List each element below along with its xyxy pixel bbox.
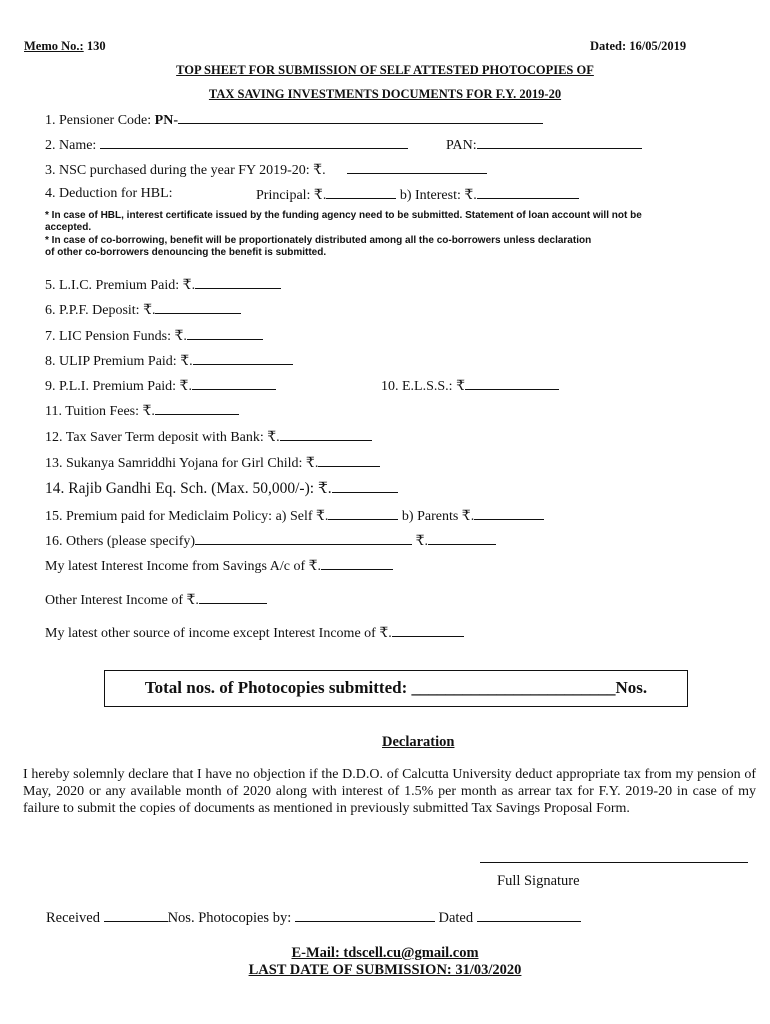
field-pensioner-code[interactable]: 1. Pensioner Code: PN- [45, 111, 543, 129]
memo-date: Dated: 16/05/2019 [590, 39, 687, 53]
field-nsc[interactable]: 3. NSC purchased during the year FY 2019-20: ₹. [45, 161, 487, 179]
signature-label: Full Signature [497, 873, 580, 889]
field-others[interactable]: 16. Others (please specify) ₹. [45, 532, 496, 550]
field-hbl-principal[interactable]: Principal: ₹. b) Interest: ₹. [256, 186, 579, 204]
page-title-line-2: TAX SAVING INVESTMENTS DOCUMENTS FOR F.Y. 2019-20 [208, 87, 562, 101]
field-sukanya[interactable]: 13. Sukanya Samriddhi Yojana for Girl Child: ₹. [45, 454, 380, 472]
page-title-line-1: TOP SHEET FOR SUBMISSION OF SELF ATTESTED PHOTOCOPIES OF [176, 63, 594, 77]
field-other-source[interactable]: My latest other source of income except Interest Income of ₹. [45, 624, 464, 642]
memo-number: Memo No.: 130 [24, 39, 106, 53]
footer-email[interactable]: E-Mail: tdscell.cu@gmail.com [291, 945, 479, 961]
footer-last-date: LAST DATE OF SUBMISSION: 31/03/2020 [248, 962, 522, 978]
field-pli[interactable]: 9. P.L.I. Premium Paid: ₹. [45, 377, 276, 395]
declaration-text: I hereby solemnly declare that I have no objection if the D.D.O. of Calcutta University deduct appropriate tax from my pension of May, 2020 or any available month of 2020 along with interest of 1.5% per month as arrear tax for F.Y. 2019-20 in case of my failure to submit the copies of documents as mentioned in previously submitted Tax Savings Proposal Form. [23, 767, 756, 816]
note-hbl-line-1: * In case of HBL, interest certificate issued by the funding agency need to be submitted. Statement of loan account will not be [45, 210, 642, 221]
field-elss[interactable]: 10. E.L.S.S.: ₹ [381, 377, 559, 395]
total-photocopies-box [104, 670, 688, 707]
note-coborrow-line-2: of other co-borrowers denouncing the benefit is submitted. [45, 247, 327, 258]
received-line[interactable]: Received Nos. Photocopies by: Dated [46, 909, 581, 927]
note-hbl-line-2: accepted. [45, 222, 92, 233]
total-photocopies-text[interactable]: Total nos. of Photocopies submitted: ________________________Nos. [144, 678, 648, 697]
field-tuition[interactable]: 11. Tuition Fees: ₹. [45, 402, 239, 420]
field-rajib-gandhi[interactable]: 14. Rajib Gandhi Eq. Sch. (Max. 50,000/-): ₹. [45, 479, 398, 498]
field-ulip[interactable]: 8. ULIP Premium Paid: ₹. [45, 352, 293, 370]
field-mediclaim[interactable]: 15. Premium paid for Mediclaim Policy: a) Self ₹. b) Parents ₹. [45, 507, 544, 525]
field-pan[interactable]: PAN: [446, 136, 642, 154]
field-lic-pension[interactable]: 7. LIC Pension Funds: ₹. [45, 327, 263, 345]
field-name[interactable]: 2. Name: [45, 136, 408, 154]
declaration-heading: Declaration [382, 734, 455, 750]
signature-line[interactable] [480, 862, 748, 863]
field-other-interest[interactable]: Other Interest Income of ₹. [45, 591, 267, 609]
field-tax-saver-fd[interactable]: 12. Tax Saver Term deposit with Bank: ₹. [45, 428, 372, 446]
note-coborrow-line-1: * In case of co-borrowing, benefit will be proportionately distributed among all the co-borrowers unless declaration [45, 235, 592, 246]
field-hbl-label: 4. Deduction for HBL: [45, 186, 173, 201]
field-ppf[interactable]: 6. P.P.F. Deposit: ₹. [45, 301, 241, 319]
field-savings-interest[interactable]: My latest Interest Income from Savings A/c of ₹. [45, 557, 393, 575]
field-lic[interactable]: 5. L.I.C. Premium Paid: ₹. [45, 276, 281, 294]
